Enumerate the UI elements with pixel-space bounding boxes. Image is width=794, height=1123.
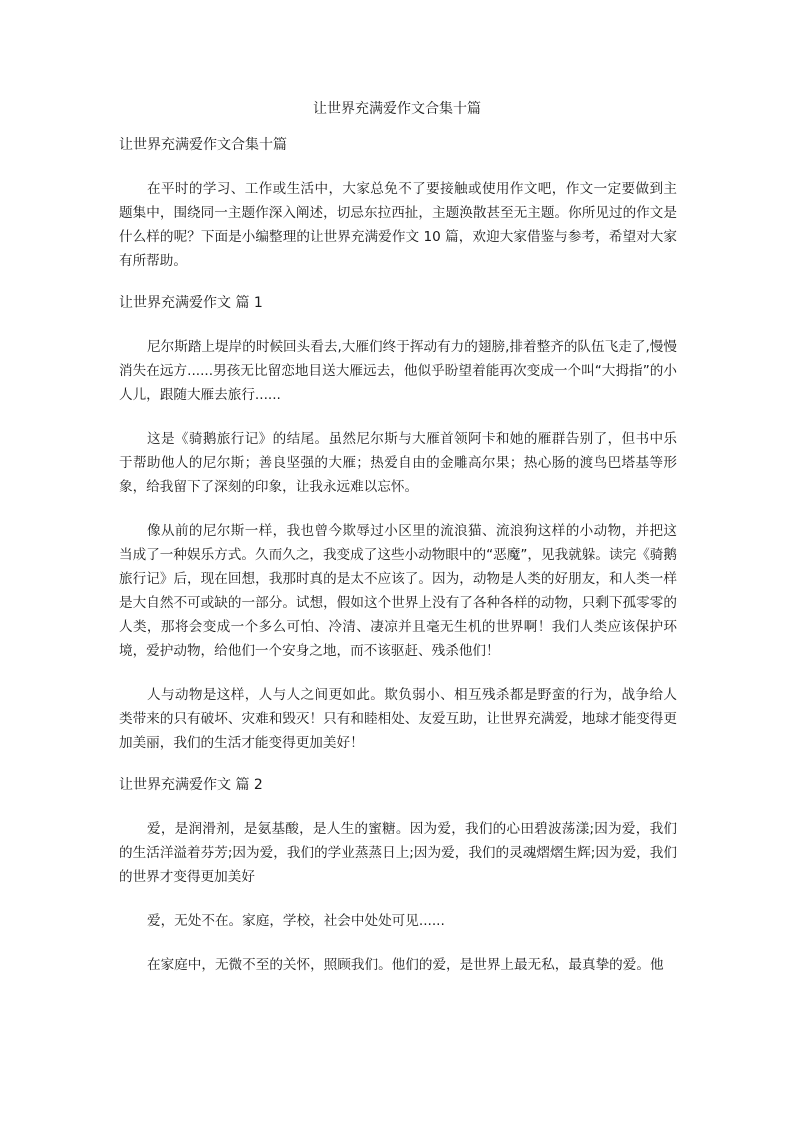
- section-2-paragraph-1: 爱，是润滑剂，是氨基酸，是人生的蜜糖。因为爱，我们的心田碧波荡漾;因为爱，我们的生活洋溢着芬芳;因为爱，我们的学业蒸蒸日上;因为爱，我们的灵魂熠熠生辉;因为爱，我们的世界才变得更加美好: [119, 821, 677, 885]
- document-subtitle: 让世界充满爱作文合集十篇: [119, 137, 287, 153]
- intro-paragraph: 在平时的学习、工作或生活中，大家总免不了要接触或使用作文吧，作文一定要做到主题集中，围绕同一主题作深入阐述，切忌东拉西扯，主题涣散甚至无主题。你所见过的作文是什么样的呢？下面是小编整理的让世界充满爱作文 10 篇，欢迎大家借鉴与参考，希望对大家有所帮助。: [119, 181, 677, 269]
- document-body: [119, 135, 677, 997]
- section-heading-1: 让世界充满爱作文 篇 1: [119, 295, 263, 311]
- section-heading-2: 让世界充满爱作文 篇 2: [119, 777, 263, 793]
- section-1-paragraph-1: 尼尔斯踏上堤岸的时候回头看去,大雁们终于挥动有力的翅膀,排着整齐的队伍飞走了,慢慢消失在远方......男孩无比留恋地目送大雁远去，他似乎盼望着能再次变成一个叫“大拇指”的小人儿，跟随大雁去旅行......: [119, 339, 677, 403]
- section-2-paragraph-2: 爱，无处不在。家庭，学校，社会中处处可见......: [147, 913, 445, 929]
- document-title: 让世界充满爱作文合集十篇: [313, 101, 481, 117]
- section-1-paragraph-3: 像从前的尼尔斯一样，我也曾今欺辱过小区里的流浪猫、流浪狗这样的小动物，并把这当成了一种娱乐方式。久而久之，我变成了这些小动物眼中的“恶魔”，见我就躲。读完《骑鹅旅行记》后，现在回想，我那时真的是太不应该了。因为，动物是人类的好朋友，和人类一样是大自然不可或缺的一部分。试想，假如这个世界上没有了各种各样的动物，只剩下孤零零的人类，那将会变成一个多么可怕、冷清、凄凉并且毫无生机的世界啊！我们人类应该保护环境，爱护动物，给他们一个安身之地，而不该驱赶、残杀他们！: [119, 523, 677, 659]
- section-1-paragraph-4: 人与动物是这样，人与人之间更如此。欺负弱小、相互残杀都是野蛮的行为，战争给人类带来的只有破坏、灾难和毁灭！只有和睦相处、友爱互助，让世界充满爱，地球才能变得更加美丽，我们的生活才能变得更加美好！: [119, 687, 677, 751]
- section-2-paragraph-3: 在家庭中，无微不至的关怀，照顾我们。他们的爱，是世界上最无私，最真挚的爱。他: [147, 957, 664, 973]
- section-1-paragraph-2: 这是《骑鹅旅行记》的结尾。虽然尼尔斯与大雁首领阿卡和她的雁群告别了，但书中乐于帮助他人的尼尔斯；善良坚强的大雁；热爱自由的金雕高尔果；热心肠的渡鸟巴塔基等形象，给我留下了深刻的印象，让我永远难以忘怀。: [119, 431, 677, 495]
